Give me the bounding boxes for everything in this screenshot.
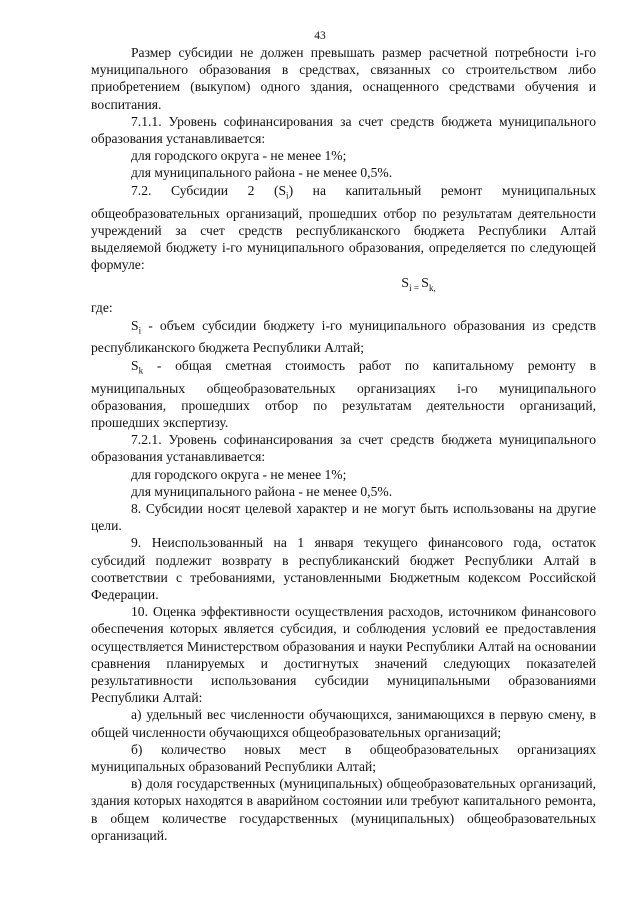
- paragraph-7-1-1: 7.1.1. Уровень софинансирования за счет средств бюджета муниципального образования устанавливается:: [91, 113, 596, 147]
- paragraph-subsidy-limit: Размер субсидии не должен превышать размер расчетной потребности i-го муниципального образования в средствах, связанных со строительством либо приобретением (выкупом) одного здания, оснащенного средствами обучения и воспитания.: [91, 45, 596, 112]
- paragraph-8: 8. Субсидии носят целевой характер и не могут быть использованы на другие цели.: [91, 501, 596, 534]
- paragraph-municipal-district-rate: для муниципального района - не менее 0,5%.: [131, 165, 393, 181]
- text-run: S: [131, 317, 139, 333]
- formula-subscript: k,: [428, 283, 436, 294]
- paragraph-7-2: [91, 182, 596, 274]
- text-run: - общая сметная стоимость работ по капитальному ремонту в муниципальных общеобразовательных организациях i-го муниципального образования, прошедших отбор по результатам деятельности организаций, прошедших экспертизу.: [91, 357, 596, 431]
- paragraph-10: 10. Оценка эффективности осуществления расходов, источником финансового обеспечения которых является субсидия, и соблюдения условий ее предоставления осуществляется Министерством образования и науки Республики Алтай на основании сравнения планируемых и достигнутых значений следующих показателей результативности использования субсидии муниципальными образованиями Республики Алтай:: [91, 604, 596, 706]
- subscript: i: [138, 325, 142, 336]
- text-run: ) на капитальный ремонт муниципальных общеобразовательных организаций, прошедших отбор по результатам деятельности учреждений за счет средств республиканского бюджета Республики Алтай выделяемой бюджету i-го муниципального образования, определяется по следующей формуле:: [91, 182, 596, 273]
- text-run: 7.2. Субсидии 2 (S: [131, 182, 287, 198]
- paragraph-where: где:: [91, 300, 113, 316]
- paragraph-9: 9. Неиспользованный на 1 января текущего финансового года, остаток субсидий подлежит возврату в республиканский бюджет Республики Алтай в соответствии с требованиями, установленными Бюджетным кодексом Российской Федерации.: [91, 535, 596, 603]
- formula-symbol: S: [421, 276, 429, 292]
- text-run: - объем субсидии бюджету i-го муниципального образования из средств республиканского бюджета Республики Алтай;: [91, 317, 596, 356]
- page-number: 43: [314, 30, 326, 42]
- definition-si: [91, 317, 596, 357]
- formula: [91, 275, 596, 297]
- text-run: S: [131, 357, 139, 373]
- document-body: [91, 44, 596, 844]
- indicator-b: б) количество новых мест в общеобразовательных организациях муниципальных образований Республики Алтай;: [91, 741, 596, 775]
- definition-sk: [91, 357, 596, 432]
- formula-symbol: S: [401, 276, 410, 292]
- paragraph-municipal-district-rate-2: для муниципального района - не менее 0,5%.: [131, 483, 393, 499]
- paragraph-city-district-rate: для городского округа - не менее 1%;: [131, 148, 347, 164]
- formula-subscript: i =: [409, 283, 422, 294]
- paragraph-7-2-1: 7.2.1. Уровень софинансирования за счет средств бюджета муниципального образования устанавливается:: [91, 432, 596, 465]
- indicator-c: в) доля государственных (муниципальных) общеобразовательных организаций, здания которых находятся в аварийном состоянии или требуют капитального ремонта, в общем количестве государственных (муниципальных) общеобразовательных организаций.: [91, 776, 596, 843]
- subscript: i: [286, 190, 289, 201]
- indicator-a: а) удельный вес численности обучающихся, занимающихся в первую смену, в общей численности обучающихся общеобразовательных организаций;: [91, 707, 596, 740]
- subscript: k: [138, 365, 144, 376]
- paragraph-city-district-rate-2: для городского округа - не менее 1%;: [131, 466, 347, 482]
